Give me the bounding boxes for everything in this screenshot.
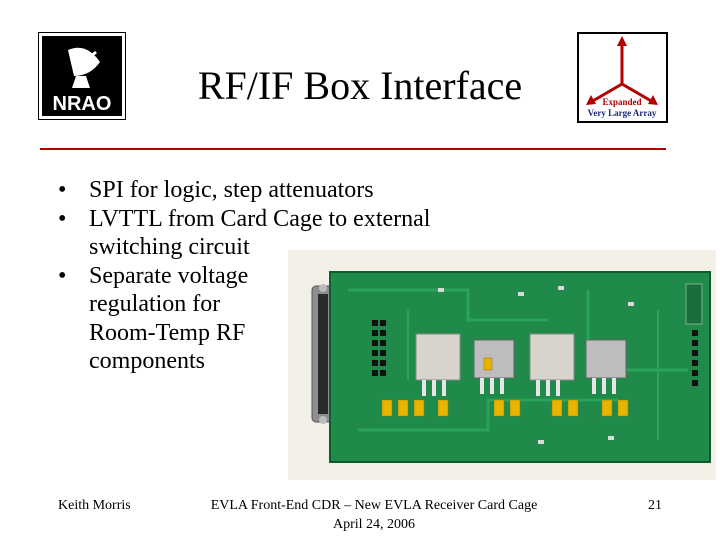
- bullet-text: Separate voltage regulation for Room-Temp RF components: [89, 262, 249, 374]
- nrao-logo-text: NRAO: [52, 93, 112, 115]
- footer-event-line2: April 24, 2006: [332, 517, 416, 532]
- title-divider: [40, 148, 666, 150]
- evla-logo: [577, 32, 668, 123]
- evla-logo-text-top: Expanded: [602, 97, 642, 107]
- footer-page-number: 21: [648, 498, 662, 513]
- slide-title: RF/IF Box Interface: [197, 63, 523, 108]
- bullet-text: LVTTL from Card Cage to external switching circuit: [89, 205, 431, 260]
- bullet-marker: •: [58, 262, 67, 289]
- bullet-marker: •: [58, 177, 67, 203]
- bullet-marker: •: [58, 205, 67, 232]
- bullet-text: SPI for logic, step attenuators: [89, 177, 374, 203]
- nrao-logo: [38, 32, 126, 120]
- evla-logo-text-bottom: Very Large Array: [587, 108, 657, 118]
- bullet-item: [58, 176, 528, 205]
- evla-logo-graphic: [577, 32, 668, 123]
- circuit-board-image: [288, 250, 716, 480]
- nrao-logo-graphic: [38, 32, 126, 120]
- footer-event-line1: EVLA Front-End CDR – New EVLA Receiver Card Cage: [210, 498, 538, 513]
- footer-author: Keith Morris: [58, 498, 131, 513]
- footer-event: [196, 496, 552, 534]
- circuit-board-photo: [288, 250, 716, 480]
